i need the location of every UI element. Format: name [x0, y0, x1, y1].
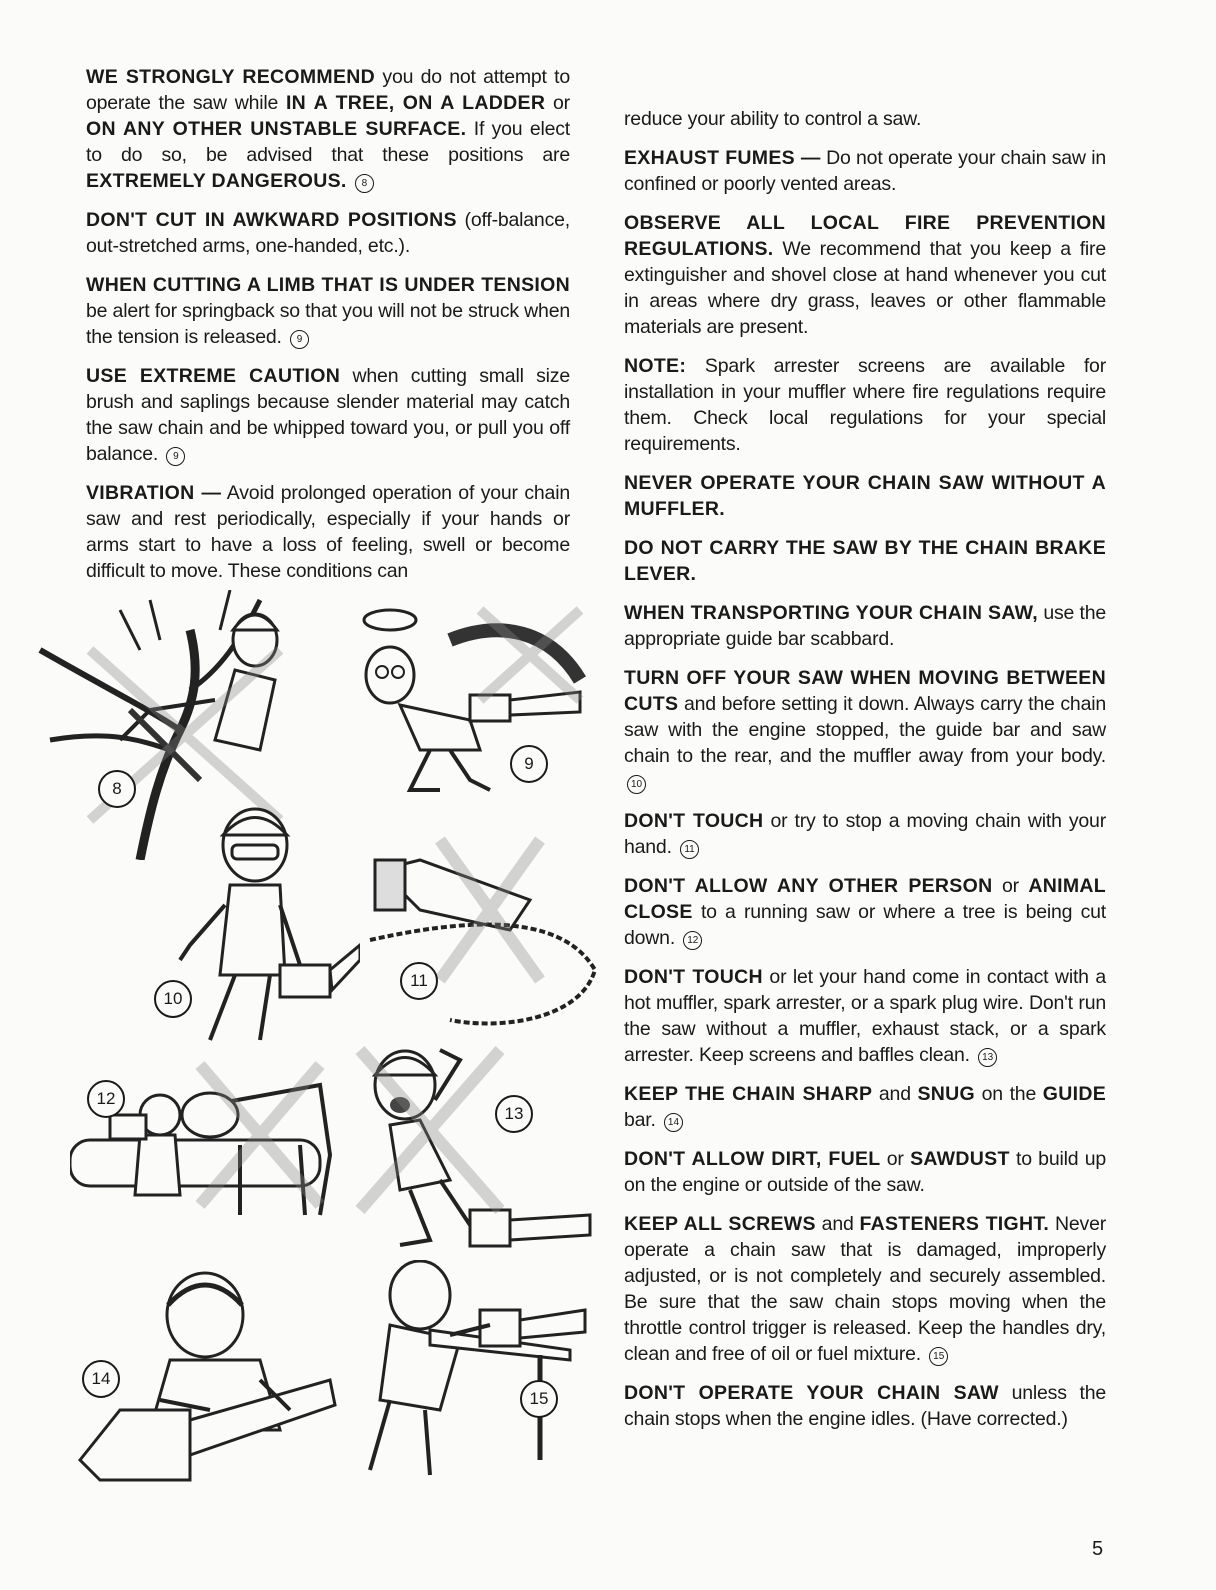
- text: or: [992, 875, 1029, 897]
- figure-reference: 8: [355, 174, 374, 193]
- text: on the: [975, 1083, 1043, 1105]
- figure-label-10: 10: [154, 980, 192, 1018]
- paragraph: [624, 1146, 1106, 1198]
- paragraph: [624, 964, 1106, 1068]
- bold-text: KEEP ALL SCREWS: [624, 1213, 816, 1235]
- paragraph: [86, 272, 570, 350]
- illustration-springback: [330, 600, 590, 810]
- text: and before setting it down. Always carry the chain saw with the engine stopped, the guide bar and saw chain to the rear, and the muffler away from your body.: [624, 693, 1106, 767]
- paragraph: [624, 210, 1106, 340]
- bold-text: NOTE:: [624, 355, 687, 377]
- paragraph: [624, 470, 1106, 522]
- paragraph: [624, 1380, 1106, 1432]
- text: or: [545, 92, 570, 114]
- illustration-carrying-saw: [160, 805, 360, 1050]
- bold-text: DON'T TOUCH: [624, 810, 764, 832]
- bold-text: DON'T OPERATE YOUR CHAIN SAW: [624, 1382, 999, 1404]
- text: If you elect to do so, be advised that these positions are: [86, 118, 571, 166]
- figure-label-13: 13: [495, 1095, 533, 1133]
- text: when cutting small size brush and saplings because slender material may catch the saw chain and be whipped toward you, or pull you off balance.: [86, 365, 570, 465]
- text: We recommend that you keep a fire extinguisher and shovel close at hand whenever you cut in areas where dry grass, leaves or other flammable materials are present.: [624, 238, 1106, 338]
- figure-label-9: 9: [510, 745, 548, 783]
- bold-text: ANIMAL CLOSE: [624, 875, 1106, 923]
- illustration-hot-muffler: [350, 1030, 600, 1260]
- text: or let your hand come in contact with a hot muffler, spark arrester, or a spark plug wire. Don't run the saw without a muffler, exhaust stack, or a spark arrester. Keep screens and baffles clean.: [624, 966, 1106, 1066]
- text: bar.: [624, 1109, 656, 1131]
- paragraph: [624, 353, 1106, 457]
- figure-reference: 11: [680, 840, 699, 859]
- illustration-checking-saw: [330, 1260, 590, 1480]
- paragraph: [624, 535, 1106, 587]
- bold-text: TURN OFF YOUR SAW WHEN MOVING BETWEEN CUTS: [624, 667, 1106, 715]
- text: or: [880, 1148, 911, 1170]
- bold-text: GUIDE: [1042, 1083, 1107, 1105]
- bold-text: KEEP THE CHAIN SHARP: [624, 1083, 873, 1105]
- paragraph: [624, 665, 1106, 795]
- left-column: [86, 64, 570, 597]
- text: you do not attempt to operate the saw while: [86, 66, 570, 114]
- bold-text: NEVER OPERATE YOUR CHAIN SAW WITHOUT A MUFFLER.: [624, 472, 1106, 520]
- text: reduce your ability to control a saw.: [624, 108, 922, 130]
- bold-text: USE EXTREME CAUTION: [86, 365, 341, 387]
- bold-text: WE STRONGLY RECOMMEND: [86, 66, 376, 88]
- text: Spark arrester screens are available for installation in your muffler where fire regulations require them. Check local regulations for your special requirements.: [624, 355, 1106, 455]
- figure-label-14: 14: [82, 1360, 120, 1398]
- illustration-panel: [30, 590, 590, 1490]
- figure-reference: 9: [166, 447, 185, 466]
- paragraph: [624, 873, 1106, 951]
- paragraph: [86, 207, 570, 259]
- figure-label-12: 12: [87, 1080, 125, 1118]
- paragraph: [86, 480, 570, 584]
- figure-reference: 13: [978, 1048, 997, 1067]
- bold-text: VIBRATION —: [86, 482, 222, 504]
- text: use the appropriate guide bar scabbard.: [624, 602, 1106, 650]
- text: to build up on the engine or outside of the saw.: [624, 1148, 1106, 1196]
- paragraph: [86, 363, 570, 467]
- bold-text: OBSERVE ALL LOCAL FIRE PREVENTION REGULATIONS.: [624, 212, 1106, 260]
- paragraph: [624, 106, 1106, 132]
- paragraph: [624, 145, 1106, 197]
- illustration-dog-near-saw: [70, 1045, 350, 1235]
- figure-label-15: 15: [520, 1380, 558, 1418]
- text: and: [815, 1213, 860, 1235]
- paragraph: [86, 64, 570, 194]
- figure-reference: 10: [627, 775, 646, 794]
- text: and: [872, 1083, 918, 1105]
- bold-text: DON'T ALLOW DIRT, FUEL: [624, 1148, 881, 1170]
- text: or try to stop a moving chain with your hand.: [624, 810, 1106, 858]
- bold-text: SNUG: [917, 1083, 976, 1105]
- bold-text: DON'T TOUCH: [624, 966, 763, 988]
- figure-reference: 12: [683, 931, 702, 950]
- text: Avoid prolonged operation of your chain saw and rest periodically, especially if your hands or arms start to have a loss of feeling, swell or become difficult to move. These conditions can: [86, 482, 570, 582]
- figure-label-11: 11: [400, 962, 438, 1000]
- paragraph: [624, 1211, 1106, 1367]
- bold-text: DO NOT CARRY THE SAW BY THE CHAIN BRAKE LEVER.: [624, 537, 1106, 585]
- bold-text: DON'T ALLOW ANY OTHER PERSON: [624, 875, 993, 897]
- text: be alert for springback so that you will not be struck when the tension is released.: [86, 300, 570, 348]
- bold-text: EXHAUST FUMES —: [624, 147, 821, 169]
- bold-text: ON ANY OTHER UNSTABLE SURFACE.: [86, 118, 467, 140]
- text: to a running saw or where a tree is being cut down.: [624, 901, 1106, 949]
- bold-text: FASTENERS TIGHT.: [859, 1213, 1050, 1235]
- text: (off-balance, out-stretched arms, one-handed, etc.).: [86, 209, 570, 257]
- paragraph: [624, 808, 1106, 860]
- bold-text: WHEN TRANSPORTING YOUR CHAIN SAW,: [624, 602, 1039, 624]
- right-column: [624, 106, 1106, 1445]
- figure-reference: 15: [929, 1347, 948, 1366]
- bold-text: EXTREMELY DANGEROUS.: [86, 170, 347, 192]
- figure-label-8: 8: [98, 770, 136, 808]
- bold-text: SAWDUST: [910, 1148, 1010, 1170]
- text: unless the chain stops when the engine idles. (Have corrected.): [624, 1382, 1106, 1430]
- text: Never operate a chain saw that is damaged, improperly adjusted, or is not completely and securely assembled. Be sure that the saw chain stops moving when the throttle control trigger is released. Keep the handles dry, clean and free of oil or fuel mixture.: [624, 1213, 1107, 1365]
- bold-text: WHEN CUTTING A LIMB THAT IS UNDER TENSION: [86, 274, 570, 296]
- figure-reference: 9: [290, 330, 309, 349]
- paragraph: [624, 1081, 1106, 1133]
- paragraph: [624, 600, 1106, 652]
- bold-text: DON'T CUT IN AWKWARD POSITIONS: [86, 209, 457, 231]
- bold-text: IN A TREE, ON A LADDER: [285, 92, 546, 114]
- figure-reference: 14: [664, 1113, 683, 1132]
- illustration-hand-on-chain: [360, 830, 600, 1030]
- page-number: 5: [1092, 1538, 1104, 1560]
- text: Do not operate your chain saw in confined or poorly vented areas.: [624, 147, 1106, 195]
